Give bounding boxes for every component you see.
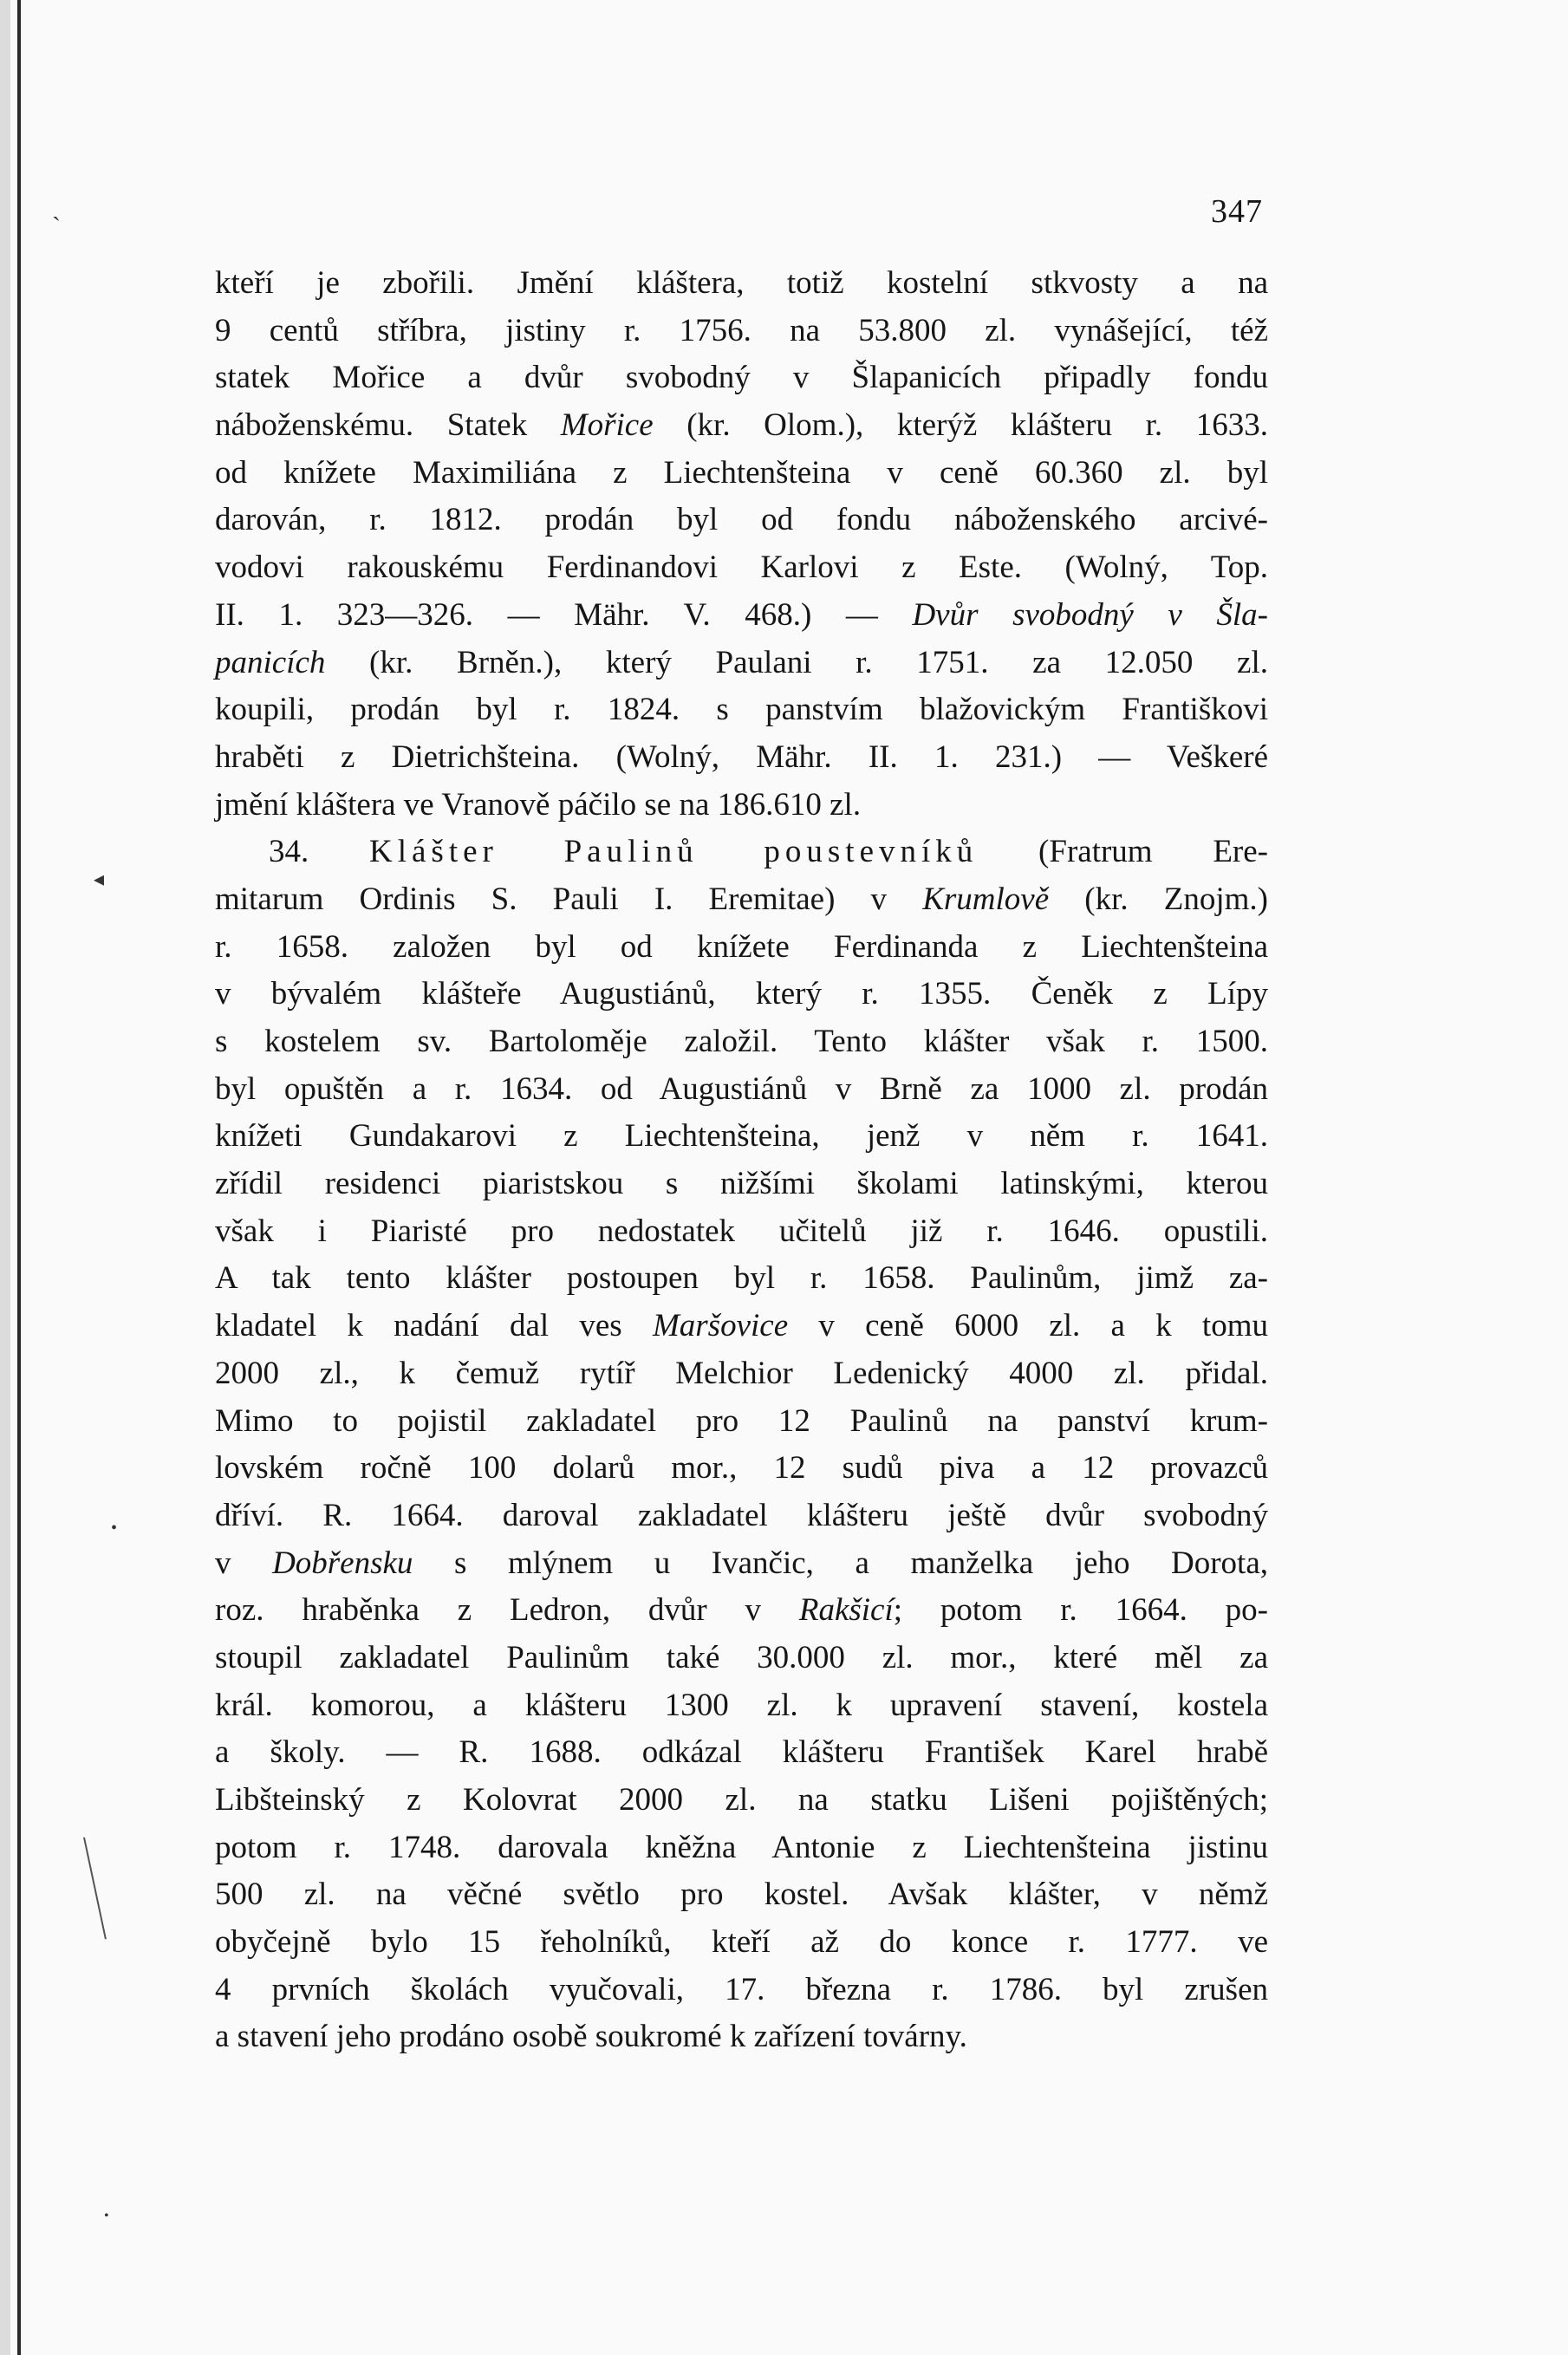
text-run: s kostelem sv. Bartoloměje založil. Tento klášter však r. 1500.	[215, 1024, 1268, 1059]
text-line	[215, 2013, 1268, 2061]
text-line	[215, 1350, 1268, 1398]
text-run: kteří je zbořili. Jmění kláštera, totiž kostelní stkvosty a na	[215, 265, 1268, 301]
text-run: roz. hraběnka z Ledron, dvůr v	[215, 1592, 799, 1629]
text-run: lovském ročně 100 dolarů mor., 12 sudů piva a 12 provazců	[215, 1450, 1268, 1487]
text-line	[215, 1825, 1268, 1872]
text-line	[215, 1729, 1268, 1777]
text-line	[215, 782, 1268, 829]
italic-place-name: panicích	[215, 644, 326, 680]
text-line	[215, 1777, 1268, 1825]
text-line	[215, 1871, 1268, 1919]
text-line	[215, 1255, 1268, 1303]
italic-place-name: Krumlově	[922, 881, 1050, 917]
text-line	[215, 1587, 1268, 1635]
text-run: A tak tento klášter postoupen byl r. 1658. Paulinům, jimž za-	[215, 1260, 1268, 1297]
text-run: v	[215, 1545, 273, 1581]
text-line	[215, 402, 1268, 450]
text-line	[215, 1066, 1268, 1114]
text-line	[215, 686, 1268, 734]
text-run: koupili, prodán byl r. 1824. s panstvím blažovickým Františkovi	[215, 692, 1268, 728]
stray-mark: ◂	[94, 868, 105, 891]
text-run: 2000 zl., k čemuž rytíř Melchior Ledenický 4000 zl. přidal.	[215, 1355, 1268, 1391]
italic-place-name: Rakšicí	[798, 1592, 894, 1629]
text-line	[215, 592, 1268, 640]
stray-mark: •	[104, 2209, 109, 2223]
text-run: mitarum Ordinis S. Pauli I. Eremitae) v	[215, 881, 923, 917]
body-text	[215, 260, 1268, 2061]
text-run: r. 1658. založen byl od knížete Ferdinanda z Liechtenšteina	[215, 928, 1268, 965]
text-run: náboženskému. Statek	[215, 407, 561, 444]
text-run: však i Piaristé pro nedostatek učitelů již r. 1646. opustili.	[215, 1213, 1268, 1249]
text-line	[215, 971, 1268, 1018]
text-run: (kr. Znojm.)	[1049, 881, 1268, 917]
text-run: knížeti Gundakarovi z Liechtenšteina, jenž v něm r. 1641.	[215, 1118, 1268, 1155]
italic-place-name: Dvůr svobodný v Šla-	[912, 596, 1268, 633]
text-run: v ceně 6000 zl. a k tomu	[788, 1308, 1268, 1344]
text-run: statek Mořice a dvůr svobodný v Šlapanicích připadly fondu	[215, 360, 1268, 396]
text-run: stoupil zakladatel Paulinům také 30.000 zl. mor., které měl za	[215, 1639, 1268, 1675]
text-run: v bývalém klášteře Augustiánů, který r. 1355. Čeněk z Lípy	[215, 976, 1268, 1012]
text-run: ; potom r. 1664. po-	[893, 1592, 1268, 1629]
section-heading: Klášter Paulinů poustevníků	[369, 834, 979, 870]
text-line	[215, 1161, 1268, 1208]
text-run: darován, r. 1812. prodán byl od fondu náboženského arcivé-	[215, 502, 1268, 538]
text-line	[215, 1303, 1268, 1350]
text-line	[215, 1445, 1268, 1493]
page-edge	[17, 0, 21, 2355]
text-line	[215, 1919, 1268, 1967]
text-line	[215, 497, 1268, 544]
text-run: král. komorou, a klášteru 1300 zl. k upravení stavení, kostela	[215, 1687, 1268, 1723]
page-number: 347	[1211, 193, 1263, 230]
text-line	[215, 308, 1268, 355]
text-line	[215, 1208, 1268, 1256]
text-line	[215, 355, 1268, 402]
text-line	[215, 734, 1268, 782]
text-line	[215, 1113, 1268, 1161]
stray-mark: ˎ	[52, 192, 61, 221]
stray-mark: •	[111, 1519, 118, 1538]
italic-place-name: Mořice	[560, 407, 654, 444]
text-line	[215, 450, 1268, 498]
text-run: 9 centů stříbra, jistiny r. 1756. na 53.800 zl. vynášející, též	[215, 312, 1268, 348]
text-line	[215, 260, 1268, 308]
text-run: od knížete Maximiliána z Liechtenšteina v ceně 60.360 zl. byl	[215, 454, 1268, 491]
text-run: a školy. — R. 1688. odkázal klášteru František Karel hrabě	[215, 1734, 1268, 1771]
text-run: (kr. Brněn.), který Paulani r. 1751. za 12.050 zl.	[325, 644, 1268, 680]
text-run: Mimo to pojistil zakladatel pro 12 Paulinů na panství krum-	[215, 1402, 1268, 1439]
text-run: obyčejně bylo 15 řeholníků, kteří až do konce r. 1777. ve	[215, 1924, 1268, 1961]
italic-place-name: Maršovice	[652, 1308, 789, 1344]
text-line	[215, 544, 1268, 592]
italic-place-name: Dobřensku	[272, 1545, 413, 1581]
text-line	[215, 1398, 1268, 1446]
text-line	[215, 1540, 1268, 1588]
text-run: 4 prvních školách vyučovali, 17. března r. 1786. byl zrušen	[215, 1971, 1268, 2007]
text-line	[215, 640, 1268, 687]
text-run: kladatel k nadání dal ves	[215, 1308, 653, 1344]
text-run: (Fratrum Ere-	[978, 834, 1268, 870]
text-run: II. 1. 323—326. — Mähr. V. 468.) —	[215, 596, 913, 633]
text-line	[215, 829, 1268, 876]
page	[10, 0, 1568, 2355]
text-run: s mlýnem u Ivančic, a manželka jeho Dorota,	[413, 1545, 1269, 1581]
text-run: dříví. R. 1664. daroval zakladatel klášteru ještě dvůr svobodný	[215, 1497, 1268, 1533]
text-line	[215, 1635, 1268, 1682]
text-line	[215, 876, 1268, 924]
text-line	[215, 1967, 1268, 2014]
text-run: 500 zl. na věčné světlo pro kostel. Avšak klášter, v němž	[215, 1877, 1268, 1913]
text-line	[215, 1018, 1268, 1066]
text-run: hraběti z Dietrichšteina. (Wolný, Mähr. II. 1. 231.) — Veškeré	[215, 738, 1268, 775]
text-run: jmění kláštera ve Vranově páčilo se na 186.610 zl.	[215, 786, 862, 823]
text-line	[215, 1682, 1268, 1730]
text-run: (kr. Olom.), kterýž klášteru r. 1633.	[653, 407, 1268, 444]
text-run: 34.	[269, 834, 369, 870]
text-line	[215, 924, 1268, 972]
stray-mark	[83, 1838, 107, 1940]
text-run: a stavení jeho prodáno osobě soukromé k zařízení továrny.	[215, 2019, 967, 2055]
text-line	[215, 1493, 1268, 1540]
text-run: byl opuštěn a r. 1634. od Augustiánů v Brně za 1000 zl. prodán	[215, 1070, 1268, 1107]
text-run: Libšteinský z Kolovrat 2000 zl. na statku Lišeni pojištěných;	[215, 1782, 1268, 1818]
text-run: zřídil residenci piaristskou s nižšími školami latinskými, kterou	[215, 1166, 1268, 1202]
text-run: vodovi rakouskému Ferdinandovi Karlovi z Este. (Wolný, Top.	[215, 550, 1268, 586]
text-run: potom r. 1748. darovala kněžna Antonie z Liechtenšteina jistinu	[215, 1829, 1268, 1865]
